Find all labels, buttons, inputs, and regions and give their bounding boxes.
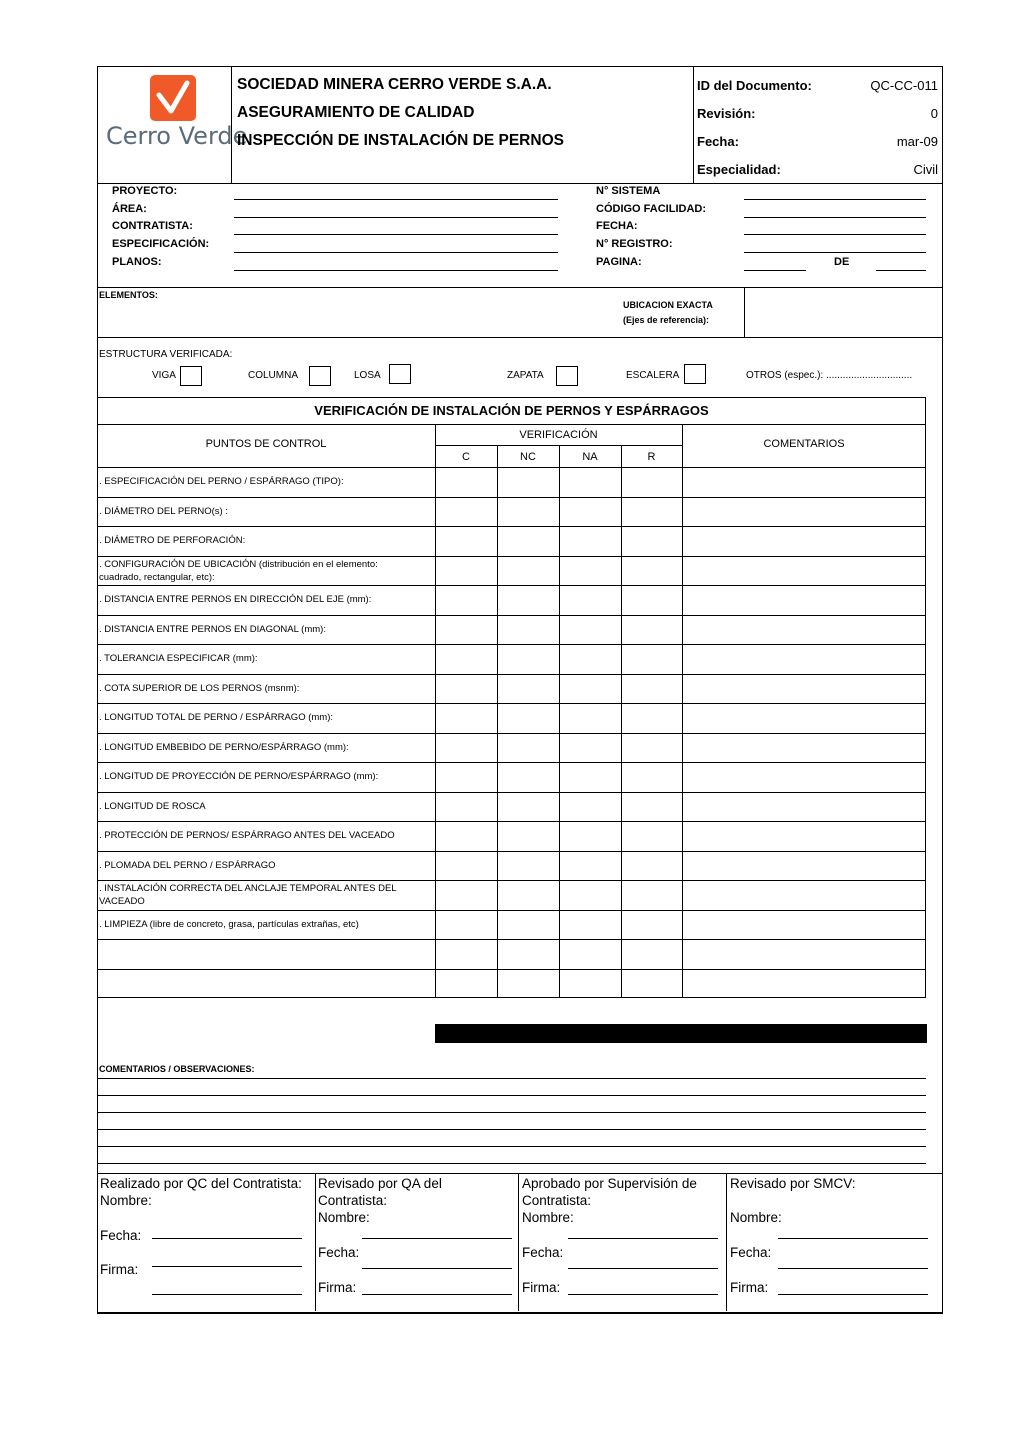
check-na[interactable] xyxy=(560,645,621,673)
elements-label: ELEMENTOS: xyxy=(99,290,158,300)
check-c[interactable] xyxy=(436,734,497,762)
comment-cell[interactable] xyxy=(683,586,926,614)
check-c[interactable] xyxy=(436,704,497,732)
smcv-name-field[interactable] xyxy=(778,1238,928,1239)
control-point-label: . LONGITUD TOTAL DE PERNO / ESPÁRRAGO (mm): xyxy=(99,712,334,723)
comments-header: COMENTARIOS xyxy=(763,438,845,450)
control-point-label: . DIÁMETRO DE PERFORACIÓN: xyxy=(99,535,246,546)
check-c[interactable] xyxy=(436,675,497,703)
table-title: VERIFICACIÓN DE INSTALACIÓN DE PERNOS Y ESPÁRRAGOS xyxy=(314,403,709,418)
check-na[interactable] xyxy=(560,557,621,585)
smcv-date-label: Fecha: xyxy=(730,1245,772,1260)
check-na[interactable] xyxy=(560,704,621,732)
qc-contractor-date-field[interactable] xyxy=(152,1238,302,1239)
qc-contractor-title: Realizado por QC del Contratista: xyxy=(100,1176,302,1191)
comment-line-1[interactable] xyxy=(97,1078,926,1079)
other-option-label: OTROS (espec.): ............................... xyxy=(746,370,913,381)
signature-top-line xyxy=(97,1173,942,1174)
plans-field[interactable] xyxy=(234,270,558,271)
structure-verified-label: ESTRUCTURA VERIFICADA: xyxy=(99,349,233,360)
supervision-date-label: Fecha: xyxy=(522,1245,564,1260)
check-na[interactable] xyxy=(560,498,621,526)
comment-cell[interactable] xyxy=(683,675,926,703)
check-nc[interactable] xyxy=(498,586,559,614)
check-nc[interactable] xyxy=(498,793,559,821)
control-point-label: . CONFIGURACIÓN DE UBICACIÓN (distribución en el elemento: xyxy=(99,558,378,570)
page-of-label: DE xyxy=(834,256,850,268)
check-r[interactable] xyxy=(622,822,682,850)
comment-line-6[interactable] xyxy=(97,1163,926,1164)
check-nc[interactable] xyxy=(498,557,559,585)
not-applicable-header: NA xyxy=(582,451,598,463)
control-point-label: . ESPECIFICACIÓN DEL PERNO / ESPÁRRAGO (TIPO): xyxy=(99,476,344,487)
check-nc[interactable] xyxy=(498,468,559,496)
check-na[interactable] xyxy=(560,793,621,821)
check-na[interactable] xyxy=(560,616,621,644)
control-point-label: . INSTALACIÓN CORRECTA DEL ANCLAJE TEMPORAL ANTES DEL xyxy=(99,883,397,894)
qa-contractor-sign-field[interactable] xyxy=(362,1294,512,1295)
check-c[interactable] xyxy=(436,645,497,673)
check-nc[interactable] xyxy=(498,675,559,703)
comment-cell[interactable] xyxy=(683,557,926,585)
check-c[interactable] xyxy=(436,527,497,555)
check-r[interactable] xyxy=(622,970,682,998)
check-nc[interactable] xyxy=(498,911,559,939)
comment-cell[interactable] xyxy=(683,734,926,762)
check-r[interactable] xyxy=(622,763,682,791)
check-nc[interactable] xyxy=(498,940,559,968)
noncompliant-header: NC xyxy=(520,451,536,463)
check-c[interactable] xyxy=(436,557,497,585)
qa-contractor-name-field[interactable] xyxy=(362,1238,512,1239)
control-point-label: . LONGITUD EMBEBIDO DE PERNO/ESPÁRRAGO (mm): xyxy=(99,741,349,753)
qa-contractor-sign-label: Firma: xyxy=(318,1280,357,1295)
check-c[interactable] xyxy=(436,970,497,998)
check-nc[interactable] xyxy=(498,822,559,850)
check-nc[interactable] xyxy=(498,616,559,644)
check-na[interactable] xyxy=(560,822,621,850)
check-nc[interactable] xyxy=(498,527,559,555)
comment-cell[interactable] xyxy=(683,911,926,939)
check-c[interactable] xyxy=(436,793,497,821)
comment-cell[interactable] xyxy=(683,468,926,496)
check-c[interactable] xyxy=(436,911,497,939)
doc-id-value: QC-CC-011 xyxy=(870,78,938,93)
page-number-field[interactable] xyxy=(744,270,806,271)
specialty-value: Civil xyxy=(913,162,938,177)
check-r[interactable] xyxy=(622,557,682,585)
check-na[interactable] xyxy=(560,940,621,968)
check-r[interactable] xyxy=(622,498,682,526)
check-r[interactable] xyxy=(622,704,682,732)
logo-text: Cerro Verde xyxy=(106,122,248,150)
check-c[interactable] xyxy=(436,763,497,791)
comment-cell[interactable] xyxy=(683,763,926,791)
check-r[interactable] xyxy=(622,881,682,909)
qa-contractor-title-line1: Revisado por QA del xyxy=(318,1176,442,1191)
comment-cell[interactable] xyxy=(683,822,926,850)
control-point-label: . LIMPIEZA (libre de concreto, grasa, partículas extrañas, etc) xyxy=(99,918,359,930)
signature-divider-2 xyxy=(518,1173,519,1311)
date-value: mar-09 xyxy=(896,134,938,149)
comments-observations-label: COMENTARIOS / OBSERVACIONES: xyxy=(99,1064,255,1074)
specialty-label: Especialidad: xyxy=(697,162,781,177)
system-number-label: N° SISTEMA xyxy=(596,185,661,197)
facility-code-field[interactable] xyxy=(744,217,926,218)
footing-checkbox[interactable] xyxy=(556,366,578,386)
control-point-label-continued: VACEADO xyxy=(99,896,145,907)
check-r[interactable] xyxy=(622,675,682,703)
check-nc[interactable] xyxy=(498,734,559,762)
smcv-name-label: Nombre: xyxy=(730,1210,782,1225)
exact-location-label: UBICACION EXACTA xyxy=(623,300,713,310)
facility-code-label: CÓDIGO FACILIDAD: xyxy=(596,203,706,215)
supervision-date-field[interactable] xyxy=(568,1268,718,1269)
rejected-header: R xyxy=(647,451,656,463)
comment-cell[interactable] xyxy=(683,645,926,673)
check-r[interactable] xyxy=(622,645,682,673)
control-point-label: . DIÁMETRO DEL PERNO(s) : xyxy=(99,505,228,517)
revision-value: 0 xyxy=(930,106,938,121)
area-label: ÁREA: xyxy=(112,203,147,215)
supervision-title-line1: Aprobado por Supervisión de xyxy=(522,1176,697,1191)
supervision-sign-field[interactable] xyxy=(568,1294,718,1295)
qa-contractor-name-label: Nombre: xyxy=(318,1210,370,1225)
check-r[interactable] xyxy=(622,468,682,496)
registry-number-field[interactable] xyxy=(744,252,926,253)
beam-checkbox[interactable] xyxy=(180,366,202,386)
check-na[interactable] xyxy=(560,468,621,496)
table-title-line xyxy=(97,424,926,425)
qc-contractor-sign-label: Firma: xyxy=(100,1262,139,1277)
check-c[interactable] xyxy=(436,881,497,909)
check-c[interactable] xyxy=(436,940,497,968)
date-label: Fecha: xyxy=(697,134,739,149)
check-r[interactable] xyxy=(622,852,682,880)
control-point-label-continued: cuadrado, rectangular, etc): xyxy=(99,571,215,583)
comment-cell[interactable] xyxy=(683,498,926,526)
area-field[interactable] xyxy=(234,217,558,218)
check-nc[interactable] xyxy=(498,970,559,998)
check-nc[interactable] xyxy=(498,852,559,880)
info-date-label: FECHA: xyxy=(596,220,638,232)
doc-id-label: ID del Documento: xyxy=(697,78,812,93)
project-field[interactable] xyxy=(234,199,558,200)
comment-cell[interactable] xyxy=(683,616,926,644)
smcv-sign-field[interactable] xyxy=(778,1294,928,1295)
project-label: PROYECTO: xyxy=(112,185,178,197)
control-point-label: . DISTANCIA ENTRE PERNOS EN DIRECCIÓN DEL EJE (mm): xyxy=(99,594,372,605)
check-na[interactable] xyxy=(560,586,621,614)
check-na[interactable] xyxy=(560,675,621,703)
elements-bottom-line xyxy=(97,337,942,338)
stairs-option-label: ESCALERA xyxy=(626,370,680,381)
check-nc[interactable] xyxy=(498,763,559,791)
comment-cell[interactable] xyxy=(683,881,926,909)
check-c[interactable] xyxy=(436,616,497,644)
contractor-field[interactable] xyxy=(234,234,558,235)
footing-option-label: ZAPATA xyxy=(507,370,544,381)
supervision-name-field[interactable] xyxy=(568,1238,718,1239)
comment-cell[interactable] xyxy=(683,793,926,821)
comment-cell[interactable] xyxy=(683,970,926,998)
check-na[interactable] xyxy=(560,763,621,791)
control-point-label: . TOLERANCIA ESPECIFICAR (mm): xyxy=(99,653,258,664)
supervision-title-line2: Contratista: xyxy=(522,1193,592,1208)
check-nc[interactable] xyxy=(498,704,559,732)
compliant-header: C xyxy=(462,451,470,463)
verification-header: VERIFICACIÓN xyxy=(519,429,598,441)
system-number-field[interactable] xyxy=(744,199,926,200)
check-na[interactable] xyxy=(560,527,621,555)
qa-contractor-title-line2: Contratista: xyxy=(318,1193,388,1208)
qa-contractor-date-label: Fecha: xyxy=(318,1245,360,1260)
check-r[interactable] xyxy=(622,734,682,762)
qa-contractor-date-field[interactable] xyxy=(362,1268,512,1269)
column-option-label: COLUMNA xyxy=(248,370,299,381)
slab-option-label: LOSA xyxy=(354,370,381,381)
check-r[interactable] xyxy=(622,527,682,555)
revision-label: Revisión: xyxy=(697,106,756,121)
check-na[interactable] xyxy=(560,852,621,880)
comment-cell[interactable] xyxy=(683,852,926,880)
slab-checkbox[interactable] xyxy=(389,364,411,384)
check-nc[interactable] xyxy=(498,645,559,673)
qc-contractor-sign-field[interactable] xyxy=(152,1266,302,1267)
company-name: SOCIEDAD MINERA CERRO VERDE S.A.A. xyxy=(237,76,552,93)
check-nc[interactable] xyxy=(498,498,559,526)
registry-number-label: N° REGISTRO: xyxy=(596,238,673,250)
qc-contractor-name-label: Nombre: xyxy=(100,1193,152,1208)
check-na[interactable] xyxy=(560,734,621,762)
check-r[interactable] xyxy=(622,940,682,968)
control-point-label: . COTA SUPERIOR DE LOS PERNOS (msnm): xyxy=(99,682,300,694)
plans-label: PLANOS: xyxy=(112,256,162,268)
comment-line-5[interactable] xyxy=(97,1146,926,1147)
location-field-divider xyxy=(744,288,745,338)
check-na[interactable] xyxy=(560,970,621,998)
column-checkbox[interactable] xyxy=(309,366,331,386)
cerro-verde-logo-icon xyxy=(150,75,196,121)
check-c[interactable] xyxy=(436,498,497,526)
check-c[interactable] xyxy=(436,822,497,850)
info-date-field[interactable] xyxy=(744,234,926,235)
comment-line-2[interactable] xyxy=(97,1095,926,1096)
contractor-label: CONTRATISTA: xyxy=(112,220,193,232)
qc-contractor-date-label: Fecha: xyxy=(100,1228,142,1243)
form-title: INSPECCIÓN DE INSTALACIÓN DE PERNOS xyxy=(237,132,564,149)
department-name: ASEGURAMIENTO DE CALIDAD xyxy=(237,104,475,121)
supervision-name-label: Nombre: xyxy=(522,1210,574,1225)
signature-divider-1 xyxy=(315,1173,316,1311)
specification-field[interactable] xyxy=(234,252,558,253)
beam-option-label: VIGA xyxy=(152,370,176,381)
signature-divider-3 xyxy=(726,1173,727,1311)
control-point-label: . LONGITUD DE ROSCA xyxy=(99,800,206,812)
qc-contractor-sign-field-2[interactable] xyxy=(152,1294,302,1295)
page-total-field[interactable] xyxy=(876,270,926,271)
check-r[interactable] xyxy=(622,793,682,821)
smcv-date-field[interactable] xyxy=(778,1268,928,1269)
check-r[interactable] xyxy=(622,616,682,644)
control-point-label: . LONGITUD DE PROYECCIÓN DE PERNO/ESPÁRRAGO (mm): xyxy=(99,771,379,782)
elements-top-line xyxy=(97,287,942,288)
reference-axes-label: (Ejes de referencia): xyxy=(623,315,710,325)
comment-cell[interactable] xyxy=(683,940,926,968)
check-c[interactable] xyxy=(436,586,497,614)
check-na[interactable] xyxy=(560,881,621,909)
check-nc[interactable] xyxy=(498,881,559,909)
comment-cell[interactable] xyxy=(683,704,926,732)
comment-cell[interactable] xyxy=(683,527,926,555)
header-bottom-line xyxy=(97,183,942,184)
specification-label: ESPECIFICACIÓN: xyxy=(112,238,210,250)
control-points-header: PUNTOS DE CONTROL xyxy=(205,438,327,450)
control-point-label: . DISTANCIA ENTRE PERNOS EN DIAGONAL (mm): xyxy=(99,623,326,635)
comment-line-4[interactable] xyxy=(97,1129,926,1130)
check-r[interactable] xyxy=(622,586,682,614)
page-label: PAGINA: xyxy=(596,256,642,268)
comment-line-3[interactable] xyxy=(97,1112,926,1113)
check-r[interactable] xyxy=(622,911,682,939)
supervision-sign-label: Firma: xyxy=(522,1280,561,1295)
redaction-bar xyxy=(435,1024,927,1043)
control-point-label: . PROTECCIÓN DE PERNOS/ ESPÁRRAGO ANTES DEL VACEADO xyxy=(99,830,395,841)
smcv-sign-label: Firma: xyxy=(730,1280,769,1295)
check-c[interactable] xyxy=(436,468,497,496)
check-na[interactable] xyxy=(560,911,621,939)
smcv-title: Revisado por SMCV: xyxy=(730,1176,856,1191)
check-c[interactable] xyxy=(436,852,497,880)
stairs-checkbox[interactable] xyxy=(684,364,706,384)
header-meta-divider xyxy=(693,66,694,184)
control-point-label: . PLOMADA DEL PERNO / ESPÁRRAGO xyxy=(99,859,276,871)
